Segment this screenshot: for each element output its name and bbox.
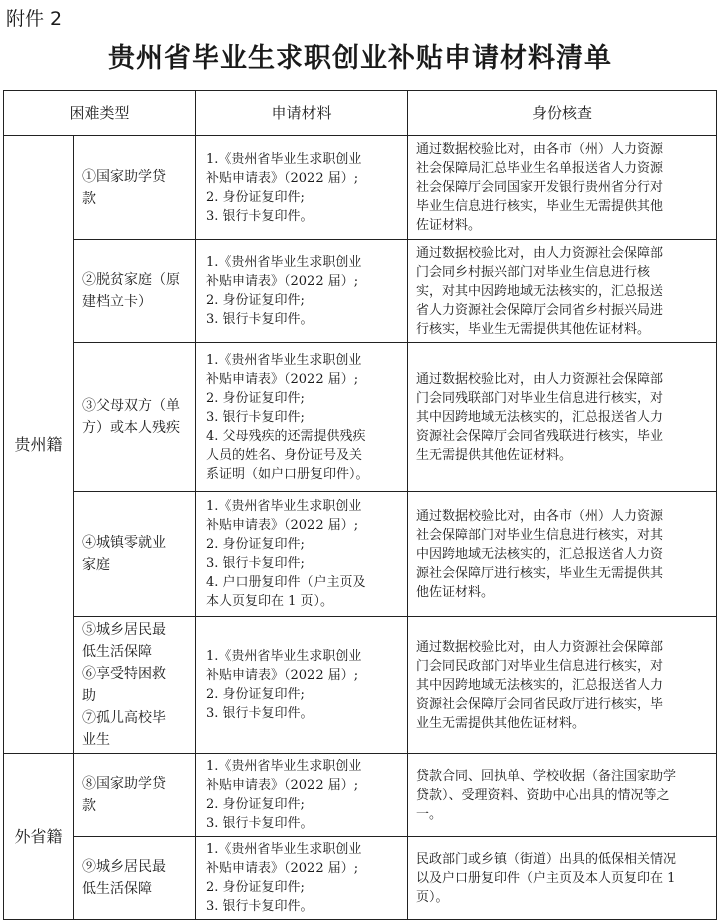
materials-cell-line: 2. 身份证复印件;: [206, 687, 305, 702]
materials-cell: [196, 837, 408, 920]
materials-cell-line: 3. 银行卡复印件。: [206, 312, 314, 327]
materials-cell-line: 补贴申请表》（2022 届）;: [206, 371, 359, 387]
materials-cell: [196, 343, 408, 492]
materials-cell-line: 系证明（如户口册复印件）。: [206, 466, 369, 482]
verification-cell-line: 社会保障厅会同国家开发银行贵州省分行对: [416, 180, 664, 195]
materials-cell-line: 3. 银行卡复印件;: [206, 409, 305, 425]
table-header-row: [4, 91, 717, 136]
table-row: [4, 617, 717, 754]
verification-cell: [408, 617, 717, 754]
materials-cell-line: 1.《贵州省毕业生求职创业: [206, 255, 362, 270]
materials-cell: [196, 617, 408, 754]
verification-cell: [408, 492, 717, 617]
materials-cell-line: 补贴申请表》（2022 届）;: [206, 778, 359, 793]
verification-cell-line: 贷款）、受理资料、资助中心出具的情况等之: [416, 787, 670, 803]
verification-cell-line: 门会同民政部门对毕业生信息进行核实，对: [416, 658, 664, 674]
verification-cell-line: 毕业生信息进行核实，毕业生无需提供其他: [416, 199, 664, 214]
difficulty-type: [74, 754, 196, 837]
difficulty-type: [74, 837, 196, 920]
verification-cell-line: 他佐证材料。: [416, 584, 495, 600]
difficulty-type-line: 建档立卡）: [82, 294, 152, 310]
difficulty-type-line: ⑦孤儿高校毕: [82, 710, 166, 726]
header-type: 困难类型: [4, 91, 196, 136]
category-cell: 贵州籍: [4, 136, 74, 754]
verification-cell-line: 中因跨地域无法核实的，汇总报送省人力资: [416, 546, 664, 562]
difficulty-type-line: ④城镇零就业: [82, 535, 166, 551]
verification-cell-line: 资源社会保障厅会同省残联进行核实，毕业: [416, 428, 664, 444]
materials-cell: [196, 754, 408, 837]
verification-cell-line: 通过数据校验比对，由各市（州）人力资源: [416, 142, 664, 157]
verification-cell-line: 其中因跨地域无法核实的，汇总报送省人力: [416, 409, 664, 425]
page-title: 贵州省毕业生求职创业补贴申请材料清单: [108, 43, 612, 74]
materials-cell-line: 2. 身份证复印件;: [206, 390, 305, 406]
materials-cell: [196, 136, 408, 240]
difficulty-type-line: 款: [82, 798, 96, 814]
materials-cell-line: 1.《贵州省毕业生求职创业: [206, 151, 362, 167]
difficulty-type-line: 款: [82, 190, 96, 207]
verification-cell-line: 贷款合同、回执单、学校收据（备注国家助学: [416, 768, 677, 784]
verification-cell: [408, 136, 717, 240]
difficulty-type: [74, 343, 196, 492]
difficulty-type: [74, 240, 196, 343]
verification-cell-line: 社会保障局汇总毕业生名单报送省人力资源: [416, 161, 664, 176]
verification-cell-line: 资源社会保障厅会同省民政厅进行核实，毕: [416, 696, 664, 712]
difficulty-type-line: 助: [82, 688, 96, 704]
materials-cell-line: 2. 身份证复印件;: [206, 880, 305, 895]
verification-cell-line: 佐证材料。: [416, 218, 482, 233]
materials-cell-line: 4. 父母残疾的还需提供残疾: [206, 428, 366, 444]
difficulty-type-line: 低生活保障: [82, 644, 152, 660]
verification-cell: [408, 343, 717, 492]
verification-cell-line: 一。: [416, 806, 443, 822]
materials-cell-line: 补贴申请表》（2022 届）;: [206, 861, 359, 876]
table-row: [4, 837, 717, 920]
difficulty-type: [74, 492, 196, 617]
materials-cell-line: 3. 银行卡复印件。: [206, 816, 314, 831]
difficulty-type-line: 家庭: [82, 557, 110, 573]
materials-cell-line: 1.《贵州省毕业生求职创业: [206, 759, 362, 774]
table-row: [4, 343, 717, 492]
verification-cell-line: 其中因跨地域无法核实的，汇总报送省人力: [416, 677, 664, 693]
materials-cell-line: 1.《贵州省毕业生求职创业: [206, 499, 362, 514]
difficulty-type: [74, 617, 196, 754]
verification-cell-line: 通过数据校验比对，由人力资源社会保障部: [416, 245, 664, 261]
header-verification: 身份核查: [408, 91, 717, 136]
verification-cell-line: 生无需提供其他佐证材料。: [416, 447, 573, 463]
table-row: [4, 754, 717, 837]
materials-cell-line: 补贴申请表》（2022 届）;: [206, 170, 359, 186]
materials-cell-line: 2. 身份证复印件;: [206, 293, 305, 308]
table-row: [4, 240, 717, 343]
materials-cell-line: 3. 银行卡复印件。: [206, 899, 314, 914]
materials-cell-line: 人员的姓名、身份证号及关: [206, 447, 363, 463]
materials-cell-line: 1.《贵州省毕业生求职创业: [206, 352, 362, 368]
difficulty-type-line: ⑨城乡居民最: [82, 859, 166, 875]
difficulty-type-line: ③父母双方（单: [82, 398, 180, 414]
materials-cell-line: 补贴申请表》（2022 届）;: [206, 668, 359, 683]
verification-cell-line: 门会同乡村振兴部门对毕业生信息进行核: [416, 264, 651, 280]
difficulty-type-line: ⑧国家助学贷: [82, 776, 166, 792]
verification-cell-line: 门会同残联部门对毕业生信息进行核实，对: [416, 390, 664, 406]
verification-cell: [408, 754, 717, 837]
category-cell: 外省籍: [4, 754, 74, 920]
materials-cell-line: 1.《贵州省毕业生求职创业: [206, 842, 362, 857]
materials-cell-line: 2. 身份证复印件;: [206, 797, 305, 812]
materials-cell-line: 本人页复印在 1 页）。: [206, 594, 334, 609]
verification-cell-line: 页）。: [416, 889, 449, 905]
materials-cell: [196, 492, 408, 617]
verification-cell-line: 社会保障部门对毕业生信息进行核实，对其: [416, 527, 664, 543]
verification-cell-line: 通过数据校验比对，由各市（州）人力资源: [416, 508, 664, 524]
verification-cell-line: 行核实，毕业生无需提供其他佐证材料。: [416, 321, 651, 337]
verification-cell-line: 实，对其中因跨地域无法核实的，汇总报送: [416, 283, 664, 299]
materials-cell-line: 补贴申请表》（2022 届）;: [206, 518, 359, 533]
verification-cell-line: 业生无需提供其他佐证材料。: [416, 715, 586, 731]
difficulty-type-line: 业生: [82, 732, 110, 748]
verification-cell-line: 通过数据校验比对，由人力资源社会保障部: [416, 371, 664, 387]
header-materials: 申请材料: [196, 91, 408, 136]
materials-cell-line: 3. 银行卡复印件。: [206, 706, 314, 721]
attachment-label: 附件 2: [6, 8, 63, 30]
difficulty-type-line: ⑥享受特困救: [82, 666, 166, 682]
difficulty-type-line: ⑤城乡居民最: [82, 622, 166, 638]
materials-table: [3, 90, 717, 920]
materials-cell-line: 1.《贵州省毕业生求职创业: [206, 649, 362, 664]
verification-cell-line: 民政部门或乡镇（街道）出具的低保相关情况: [416, 851, 677, 867]
materials-cell-line: 2. 身份证复印件;: [206, 537, 305, 552]
materials-cell-line: 4. 户口册复印件（户主页及: [206, 575, 366, 590]
verification-cell-line: 通过数据校验比对，由人力资源社会保障部: [416, 639, 664, 655]
difficulty-type-line: 方）或本人残疾: [82, 420, 180, 436]
materials-cell-line: 2. 身份证复印件;: [206, 189, 305, 205]
difficulty-type: [74, 136, 196, 240]
verification-cell-line: 源社会保障厅进行核实，毕业生无需提供其: [416, 565, 664, 581]
verification-cell: [408, 240, 717, 343]
table-row: [4, 492, 717, 617]
difficulty-type-line: ①国家助学贷: [82, 168, 166, 185]
verification-cell-line: 以及户口册复印件（户主页及本人页复印在 1: [416, 870, 676, 886]
materials-cell-line: 3. 银行卡复印件;: [206, 556, 305, 571]
verification-cell: [408, 837, 717, 920]
difficulty-type-line: ②脱贫家庭（原: [82, 272, 180, 288]
materials-cell-line: 3. 银行卡复印件。: [206, 208, 314, 224]
materials-cell-line: 补贴申请表》（2022 届）;: [206, 274, 359, 289]
table-row: [4, 136, 717, 240]
verification-cell-line: 省人力资源社会保障厅会同省乡村振兴局进: [416, 302, 664, 318]
materials-cell: [196, 240, 408, 343]
difficulty-type-line: 低生活保障: [82, 881, 152, 897]
